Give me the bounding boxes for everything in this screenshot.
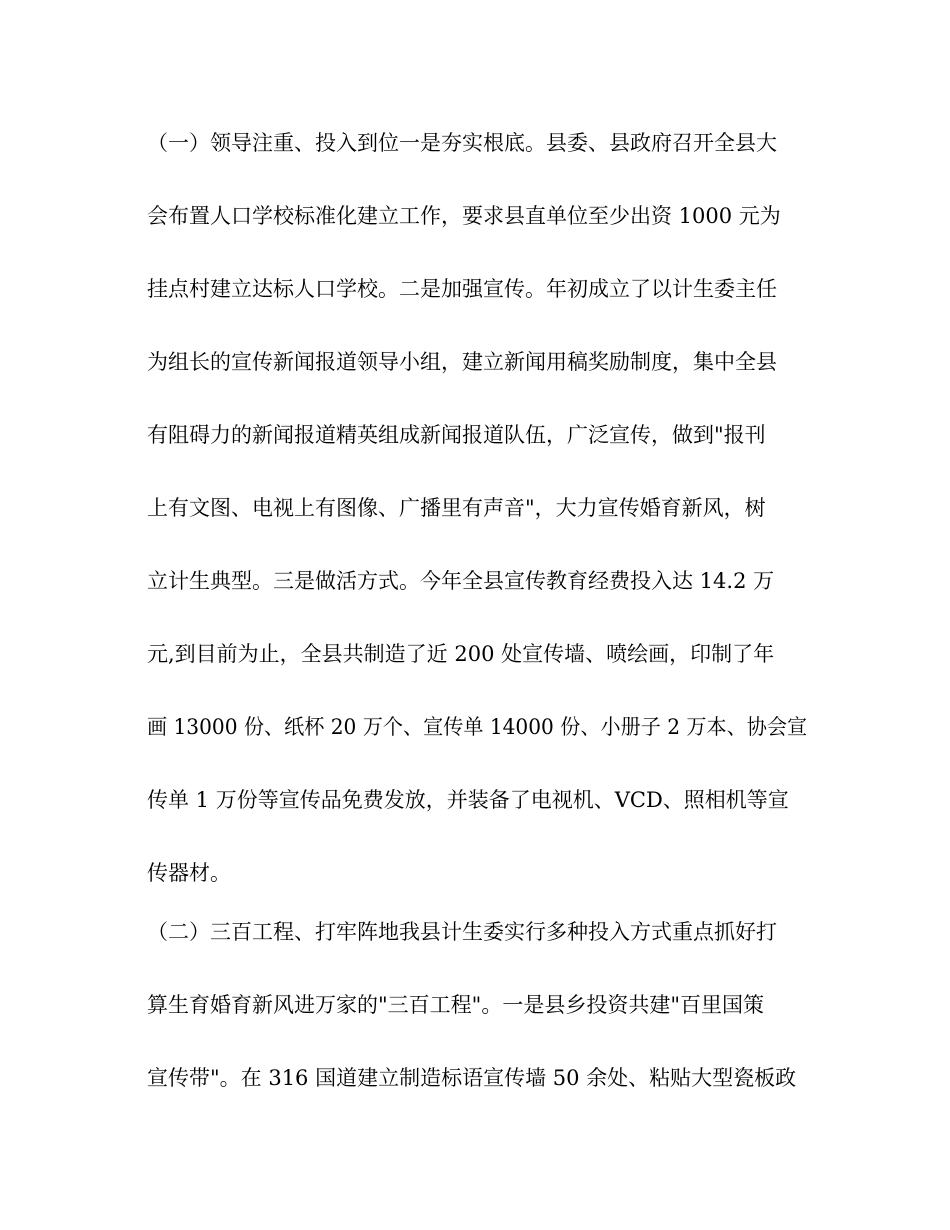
text-line: 画 13000 份、纸杯 20 万个、宣传单 14000 份、小册子 2 万本、协会宣	[147, 715, 808, 739]
text-line: （一）领导注重、投入到位一是夯实根底。县委、县政府召开全县大	[147, 131, 777, 155]
text-line: 元,到目前为止，全县共制造了近 200 处宣传墙、喷绘画，印制了年	[147, 642, 775, 666]
text-line: 立计生典型。三是做活方式。今年全县宣传教育经费投入达 14.2 万	[147, 569, 775, 593]
text-line: 上有文图、电视上有图像、广播里有声音"，大力宣传婚育新风，树	[147, 496, 766, 520]
text-line: 为组长的宣传新闻报道领导小组，建立新闻用稿奖励制度，集中全县	[147, 350, 777, 374]
text-line: 挂点村建立达标人口学校。二是加强宣传。年初成立了以计生委主任	[147, 277, 777, 301]
text-line: 传单 1 万份等宣传品免费发放，并装备了电视机、VCD、照相机等宣	[147, 788, 789, 812]
text-line: 有阻碍力的新闻报道精英组成新闻报道队伍，广泛宣传，做到"报刊	[147, 423, 766, 447]
text-line: 传器材。	[147, 861, 231, 885]
text-line: 算生育婚育新风进万家的"三百工程"。一是县乡投资共建"百里国策	[147, 993, 764, 1017]
text-line: 宣传带"。在 316 国道建立制造标语宣传墙 50 余处、粘贴大型瓷板政	[147, 1066, 797, 1090]
text-line: 会布置人口学校标准化建立工作，要求县直单位至少出资 1000 元为	[147, 204, 781, 228]
text-line: （二）三百工程、打牢阵地我县计生委实行多种投入方式重点抓好打	[147, 920, 777, 944]
